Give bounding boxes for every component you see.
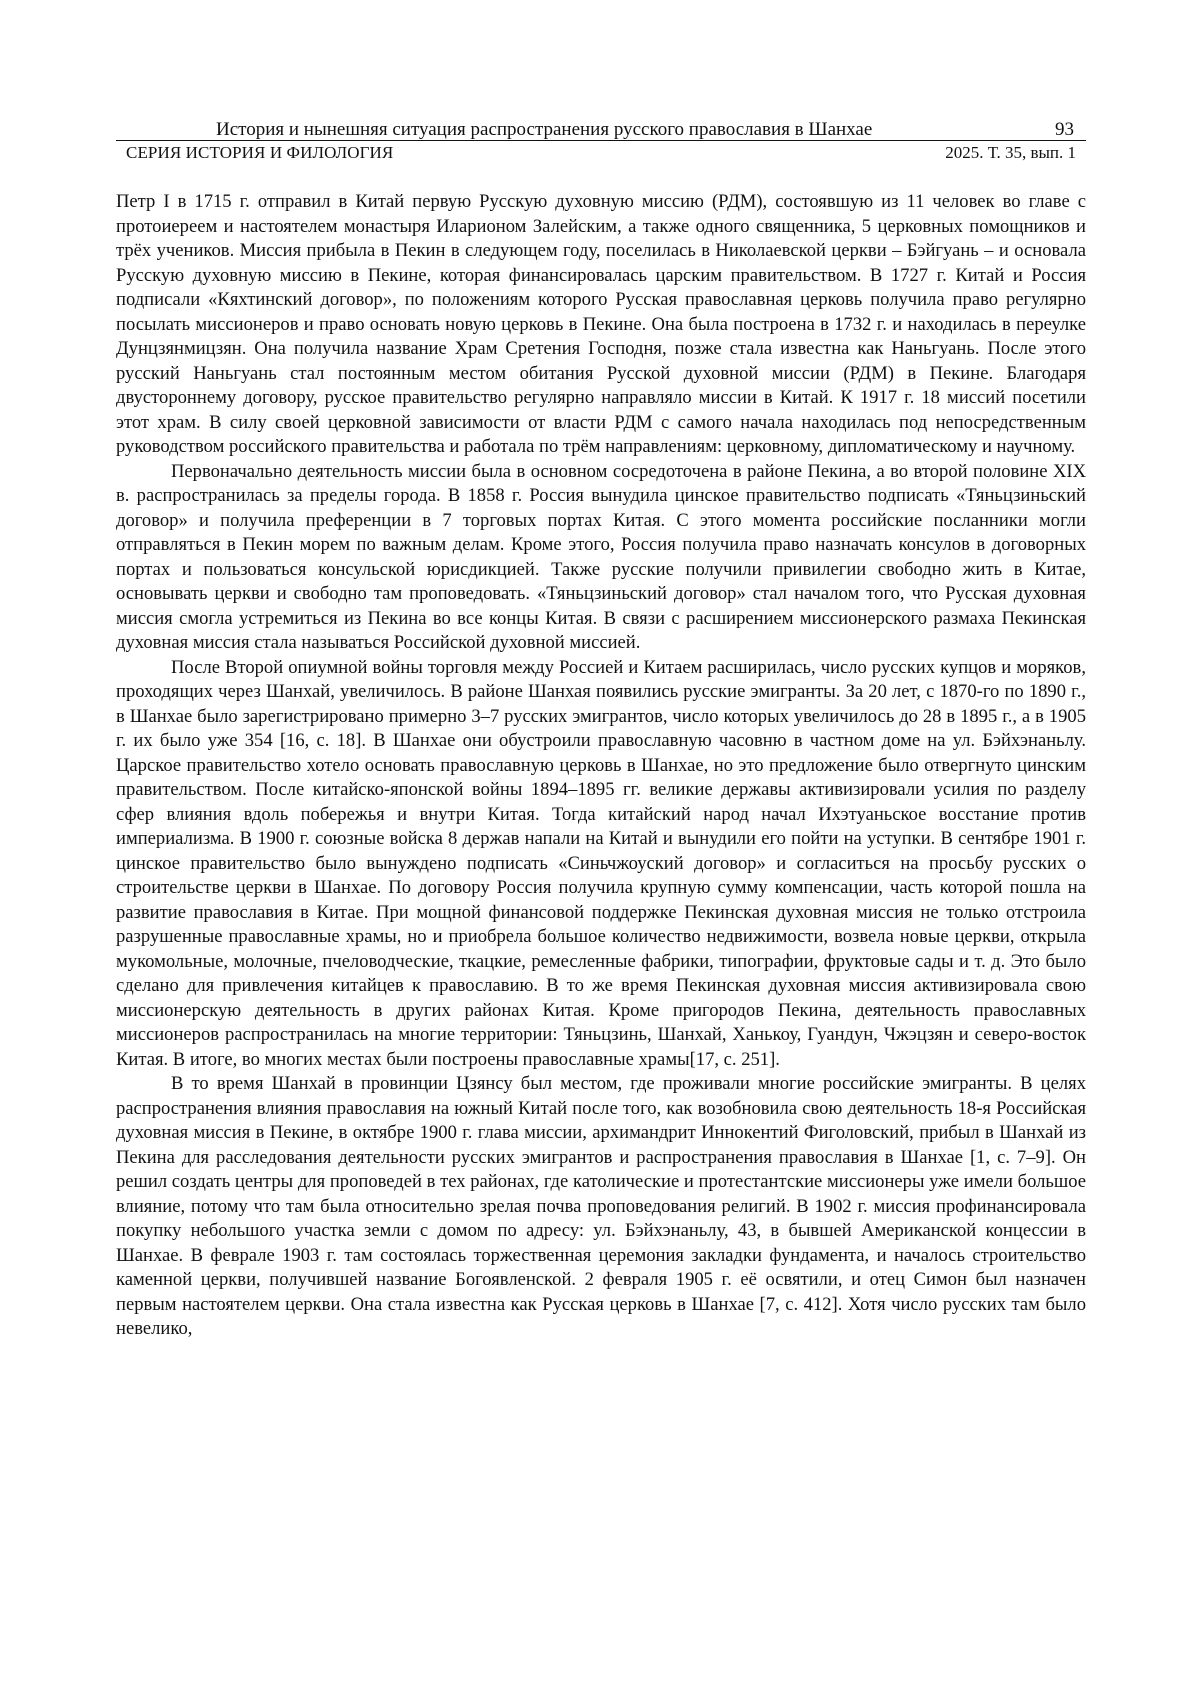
article-body bbox=[116, 190, 1086, 1342]
paragraph-2: Первоначально деятельность миссии была в основном сосредоточена в районе Пекина, а во второй половине XIX в. распространилась за пределы города. В 1858 г. Россия вынудила цинское пра­вительство подписать «Тяньцзиньский договор» и получила преференции в 7 торговых портах Китая. С этого момента российские посланники могли отправляться в Пекин морем по важным делам. Кроме этого, Россия получила право назначать консулов в договорных портах и пользоваться консульской юрисдикцией. Также русские получили привилегии свободно жить в Китае, основывать церкви и сво­бодно там проповедовать. «Тяньцзиньский договор» стал началом того, что Русская духовная миссия смогла устремиться из Пекина во все концы Китая. В связи с расширением миссионерского размаха Пекинская духовная миссия стала называться Российской духовной миссией. bbox=[116, 460, 1086, 656]
page-number: 93 bbox=[1055, 118, 1074, 142]
page-header bbox=[116, 118, 1086, 164]
paragraph-1: Петр I в 1715 г. отправил в Китай первую Русскую духовную миссию (РДМ), состоявшую из 11 чело­век во главе с протоиереем и настоятелем монастыря Иларионом Залейским, а также одного священ­ника, 5 церковных помощников и трёх учеников. Миссия прибыла в Пекин в следующем году, посе­лилась в Николаевской церкви – Бэйгуань – и основала Русскую духовную миссию в Пекине, которая финансировалась царским правительством. В 1727 г. Китай и Россия подписали «Кяхтинский дого­вор», по положениям которого Русская православная церковь получила право регулярно посылать миссионеров и право основать новую церковь в Пекине. Она была построена в 1732 г. и находилась в переулке Дунцзянмицзян. Она получила название Храм Сретения Господня, позже стала известна как Наньгуань. После этого русский Наньгуань стал постоянным местом обитания Русской духовной миссии (РДМ) в Пекине. Благодаря двустороннему договору, русское правительство регулярно направляло миссии в Китай. К 1917 г. 18 миссий посетили этот храм. В силу своей церковной зависи­мости от власти РДМ с самого начала находилась под непосредственным руководством российского правительства и работала по трём направлениям: церковному, дипломатическому и научному. bbox=[116, 190, 1086, 460]
journal-page bbox=[0, 0, 1200, 1698]
journal-series: СЕРИЯ ИСТОРИЯ И ФИЛОЛОГИЯ bbox=[126, 142, 393, 164]
header-top-line bbox=[116, 118, 1086, 142]
running-title: История и нынешняя ситуация распространения русского православия в Шанхае bbox=[216, 118, 872, 142]
paragraph-4: В то время Шанхай в провинции Цзянсу был местом, где проживали многие российские эми­гранты. В целях распространения влияния православия на южный Китай после того, как возобновила свою деятельность 18-я Российская духовная миссия в Пекине, в октябре 1900 г. глава миссии, архи­мандрит Иннокентий Фиголовский, прибыл в Шанхай из Пекина для расследования деятельности русских эмигрантов и распространения православия в Шанхае [1, с. 7–9]. Он решил создать центры для проповедей в тех районах, где католические и протестантские миссионеры уже имели большое влияние, потому что там была относительно зрелая почва проповедования религий. В 1902 г. миссия профинансировала покупку небольшого участка земли с домом по адресу: ул. Бэйхэнаньлу, 43, в бывшей Американской концессии в Шанхае. В феврале 1903 г. там состоялась торжественная цере­мония закладки фундамента, и началось строительство каменной церкви, получившей название Бого­явленской. 2 февраля 1905 г. её освятили, и отец Симон был назначен первым настоятелем церкви. Она стала известна как Русская церковь в Шанхае [7, с. 412]. Хотя число русских там было невелико, bbox=[116, 1072, 1086, 1342]
journal-volume: 2025. Т. 35, вып. 1 bbox=[945, 142, 1076, 164]
header-bottom-line bbox=[116, 142, 1086, 164]
header-rule bbox=[116, 140, 1086, 141]
paragraph-3: После Второй опиумной войны торговля между Россией и Китаем расширилась, число русских купцов и моряков, проходящих через Шанхай, увеличилось. В районе Шанхая появились русские эмигранты. За 20 лет, с 1870-го по 1890 г., в Шанхае было зарегистрировано примерно 3–7 русских эмигрантов, число которых увеличилось до 28 в 1895 г., а в 1905 г. их было уже 354 [16, с. 18]. В Шанхае они обустроили православную часовню в частном доме на ул. Бэйхэнаньлу. Царское прави­тельство хотело основать православную церковь в Шанхае, но это предложение было отвергнуто цин­ским правительством. После китайско-японской войны 1894–1895 гг. великие державы активизирова­ли усилия по разделу сфер влияния вдоль побережья и внутри Китая. Тогда китайский народ начал Ихэтуаньское восстание против империализма. В 1900 г. союзные войска 8 держав напали на Китай и вынудили его пойти на уступки. В сентябре 1901 г. цинское правительство было вынуждено подпи­сать «Синьчжоуский договор» и согласиться на просьбу русских о строительстве церкви в Шанхае. По договору Россия получила крупную сумму компенсации, часть которой пошла на развитие право­славия в Китае. При мощной финансовой поддержке Пекинская духовная миссия не только отстроила разрушенные православные храмы, но и приобрела большое количество недвижимости, возвела но­вые церкви, открыла мукомольные, молочные, пчеловодческие, ткацкие, ремесленные фабрики, типо­графии, фруктовые сады и т. д. Это было сделано для привлечения китайцев к православию. В то же время Пекинская духовная миссия активизировала свою миссионерскую деятельность в других райо­нах Китая. Кроме пригородов Пекина, деятельность православных миссионеров распространилась на многие территории: Тяньцзинь, Шанхай, Ханькоу, Гуандун, Чжэцзян и северо-восток Китая. В итоге, во многих местах были построены православные храмы[17, с. 251]. bbox=[116, 656, 1086, 1073]
